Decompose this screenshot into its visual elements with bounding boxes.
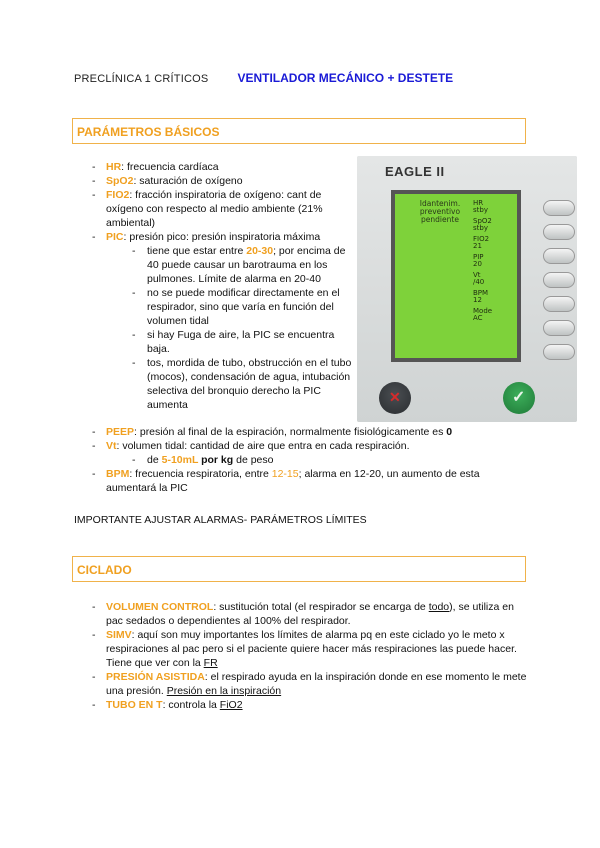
screen-label-hr: HR (473, 199, 484, 207)
text-hr: : frecuencia cardíaca (121, 161, 219, 173)
list-item-peep (92, 425, 532, 439)
screen-label-spo2: SpO2 (473, 217, 492, 225)
text-bpm-a: : frecuencia respiratoria, entre (129, 468, 272, 480)
text-simv: : aquí son muy importantes los límites de alarma pq en este ciclado yo le meto x respiraciones al pac pero si el paciente quiere hacer más respiraciones las puede hacer. Tiene que ver con la (106, 629, 517, 669)
key-bpm: BPM (106, 468, 130, 480)
value-peep: 0 (446, 426, 453, 438)
text-pic-range-a: tiene que estar entre (147, 245, 247, 257)
key-spo2: SpO2 (106, 175, 134, 187)
underline-t-tube: FiO2 (219, 699, 243, 711)
underline-volume-control: todo (428, 601, 450, 613)
device-side-button-5 (543, 296, 575, 312)
list-item-assisted-pressure (92, 670, 532, 698)
text-volume-control-b: ), se utiliza en pac sedados o dependientes al 100% del respirador. (106, 601, 514, 627)
screen-label-fio2: FIO2 (473, 235, 490, 243)
text-pic-range-b: ; por encima de 40 puede causar un barotrauma en los pulmones. Límite de alarma en 20-40 (147, 245, 346, 285)
list-item-bpm (92, 467, 532, 495)
course-label: PRECLÍNICA 1 CRÍTICOS (74, 73, 209, 85)
list-item-spo2 (92, 174, 354, 188)
cancel-knob-icon (379, 382, 411, 414)
text-fio2: : fracción inspiratoria de oxígeno: cant de oxígeno con respecto al medio ambiente (21% ambiental) (106, 189, 323, 229)
list-subitem-pic-range (132, 244, 354, 286)
list-subitem-pic-increase (132, 356, 354, 412)
section-title-basic: PARÁMETROS BÁSICOS (77, 125, 220, 139)
key-peep: PEEP (106, 426, 135, 438)
section-header-basic (72, 118, 526, 144)
key-volume-control: VOLUMEN CONTROL (106, 601, 214, 613)
screen-label-hr-state: stby (473, 206, 488, 214)
list-item-vt (92, 439, 532, 453)
screen-value-mode: AC (473, 314, 483, 322)
text-vt: : volumen tidal: cantidad de aire que entra en cada respiración. (116, 440, 410, 452)
bold-vt-per-kg: por kg (198, 454, 234, 466)
key-t-tube: TUBO EN T (106, 699, 163, 711)
key-fio2: FIO2 (106, 189, 130, 201)
list-subitem-pic-leak (132, 328, 354, 356)
list-item-pic (92, 230, 354, 244)
device-brand: EAGLE II (385, 164, 445, 179)
device-side-button-6 (543, 320, 575, 336)
device-side-button-2 (543, 224, 575, 240)
key-pic: PIC (106, 231, 124, 243)
key-simv: SIMV (106, 629, 132, 641)
list-item-fio2 (92, 188, 354, 230)
text-bpm-b: ; alarma en 12-20, un aumento de esta aumentará la PIC (106, 468, 480, 494)
device-side-button-1 (543, 200, 575, 216)
basic-params-list (92, 160, 354, 412)
list-subitem-pic-modify (132, 286, 354, 328)
screen-label-vt: Vt (473, 271, 481, 279)
device-screen (391, 190, 521, 362)
text-pic-increase: tos, mordida de tubo, obstrucción en el tubo (mocos), condensación de agua, intubación selectiva del bronquio derecho la PIC aumenta (147, 357, 352, 411)
screen-value-pip: 20 (473, 260, 482, 268)
screen-label-mode: Mode (473, 307, 493, 315)
page-header (74, 71, 453, 85)
highlight-pic-range: 20-30 (246, 245, 274, 257)
list-item-simv (92, 628, 532, 670)
text-vt-sub-a: de (147, 454, 162, 466)
text-vt-sub-b: de peso (233, 454, 274, 466)
highlight-vt: 5-10mL (161, 454, 199, 466)
underline-assisted-pressure: Presión en la inspiración (166, 685, 282, 697)
text-spo2: : saturación de oxígeno (133, 175, 243, 187)
screen-labels (473, 200, 513, 322)
list-item-volume-control (92, 600, 532, 628)
list-item-t-tube (92, 698, 532, 712)
text-assisted-pressure: : el respirado ayuda en la inspiración donde en ese momento le mete una presión. (106, 671, 527, 697)
text-pic: : presión pico: presión inspiratoria máxima (123, 231, 321, 243)
text-pic-modify: no se puede modificar directamente en el respirador, sino que varía en función del volumen tidal (147, 287, 340, 327)
list-subitem-vt (132, 453, 532, 467)
section-title-cycling: CICLADO (77, 563, 132, 577)
text-peep: : presión al final de la espiración, normalmente fisiológicamente es (134, 426, 447, 438)
device-side-button-4 (543, 272, 575, 288)
key-assisted-pressure: PRESIÓN ASISTIDA (106, 671, 205, 683)
section-header-cycling (72, 556, 526, 582)
screen-main-message: Idantenim. preventivo pendiente (419, 199, 461, 224)
text-t-tube: : controla la (162, 699, 220, 711)
alarm-note: IMPORTANTE AJUSTAR ALARMAS- PARÁMETROS LÍMITES (74, 514, 367, 526)
underline-simv: FR (203, 657, 218, 669)
screen-value-fio2: 21 (473, 242, 482, 250)
document-title: VENTILADOR MECÁNICO + DESTETE (237, 71, 454, 85)
screen-value-bpm: 12 (473, 296, 482, 304)
device-side-button-7 (543, 344, 575, 360)
key-hr: HR (106, 161, 122, 173)
key-vt: Vt (106, 440, 117, 452)
screen-label-bpm: BPM (473, 289, 489, 297)
screen-label-spo2-state: stby (473, 224, 488, 232)
screen-label-pip: PIP (473, 253, 484, 261)
confirm-knob-icon (503, 382, 535, 414)
basic-params-list-continued (92, 425, 532, 495)
device-side-button-3 (543, 248, 575, 264)
ventilator-photo (357, 156, 577, 422)
text-volume-control-a: : sustitución total (el respirador se encarga de (213, 601, 429, 613)
text-pic-leak: si hay Fuga de aire, la PIC se encuentra baja. (147, 329, 335, 355)
highlight-bpm: 12-15 (271, 468, 299, 480)
cycling-list (92, 600, 532, 712)
list-item-hr (92, 160, 354, 174)
screen-value-vt: /40 (473, 278, 485, 286)
